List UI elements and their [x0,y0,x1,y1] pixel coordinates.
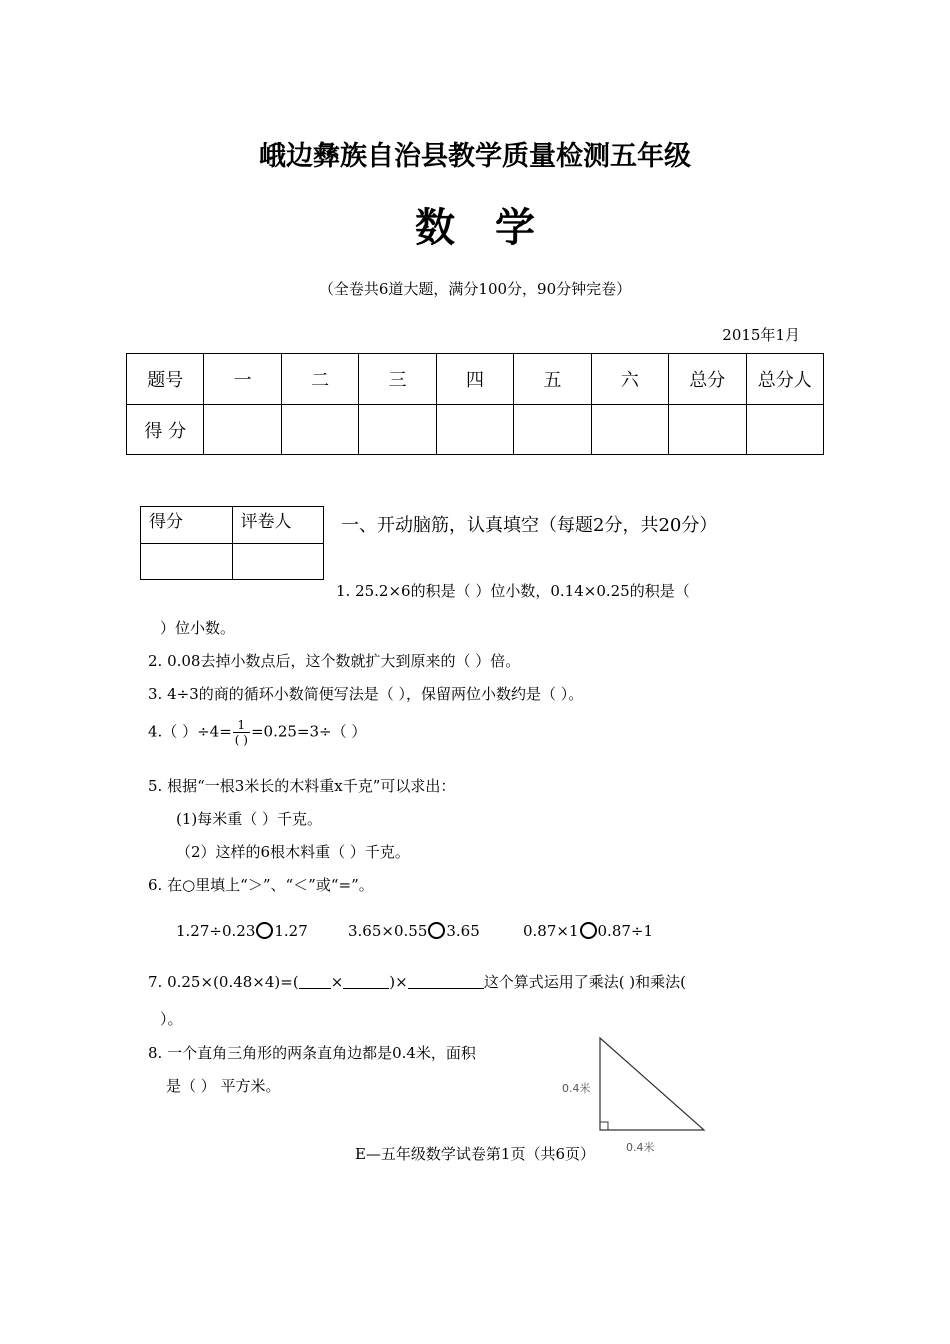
score-header-cell: 总分 [669,354,746,405]
score-table-header-row [127,354,824,405]
question-5: 5. 根据“一根3米长的木料重x千克”可以求出： [148,777,456,795]
question-8-line-1: 8. 一个直角三角形的两条直角边都是0.4米，面积 [148,1044,476,1062]
subject-title: 数学 [415,205,575,251]
exam-note: （全卷共6道大题，满分100分，90分钟完卷） [318,280,632,298]
right-angle-mark [600,1122,608,1130]
answer-blank [343,974,389,989]
question-2: 2. 0.08去掉小数点后，这个数就扩大到原来的（ ）倍。 [148,652,521,670]
score-header-cell: 题号 [127,354,204,405]
score-header-cell: 总分人 [746,354,824,405]
question-6-compare-1 [176,922,308,940]
page-footer: E—五年级数学试卷第1页（共6页） [354,1145,596,1163]
compare-circle-icon [256,922,273,939]
question-7 [148,971,686,992]
question-6-compare-2 [348,922,480,940]
score-cell [281,405,358,455]
grader-score-label: 得分 [141,507,233,544]
compare-left: 1.27÷0.23 [176,922,256,940]
exam-date: 2015年1月 [722,326,800,344]
compare-right: 0.87÷1 [597,922,654,940]
score-row-label: 得 分 [127,405,204,455]
question-7-part-d: 这个算式运用了乘法( )和乘法( [483,973,687,991]
question-5-part-1: (1)每米重（ ）千克。 [176,810,323,828]
score-header-cell: 一 [204,354,281,405]
score-cell [514,405,591,455]
question-7-part-a: 7. 0.25×(0.48×4)=( [148,973,299,991]
question-7-line-2: ）。 [160,1010,183,1028]
answer-blank [299,974,331,989]
question-6: 6. 在○里填上“＞”、“＜”或“=”。 [148,876,374,894]
answer-blank [408,974,484,989]
fraction-denominator: ( ) [234,733,248,747]
question-4 [148,718,366,747]
score-header-cell: 三 [359,354,436,405]
grader-name-cell [232,544,324,580]
question-4-right: =0.25=3÷（ ） [250,722,367,741]
score-cell [591,405,668,455]
grader-name-label: 评卷人 [232,507,324,544]
score-cell [746,405,824,455]
score-cell [436,405,513,455]
question-7-part-b: × [330,973,344,991]
question-4-left: 4.（ ）÷4= [148,722,232,741]
question-6-compare-3 [523,922,653,940]
score-cell [669,405,746,455]
compare-circle-icon [580,922,597,939]
score-table [126,353,824,455]
question-3: 3. 4÷3的商的循环小数简便写法是（ ），保留两位小数约是（ ）。 [148,685,584,703]
section-heading: 一、开动脑筋，认真填空（每题2分，共20分） [341,515,718,536]
grader-table [140,506,324,580]
triangle-label-left: 0.4米 [562,1082,591,1095]
compare-right: 1.27 [274,922,308,940]
compare-right: 3.65 [446,922,480,940]
score-cell [359,405,436,455]
score-header-cell: 四 [436,354,513,405]
question-5-part-2: （2）这样的6根木料重（ ）千克。 [176,843,410,861]
question-8-line-2: 是（ ） 平方米。 [166,1077,281,1095]
triangle-shape [600,1038,704,1130]
score-header-cell: 二 [281,354,358,405]
compare-left: 3.65×0.55 [348,922,428,940]
question-1-line-1: 1. 25.2×6的积是（ ）位小数，0.14×0.25的积是（ [336,582,690,600]
question-1-line-2: ）位小数。 [160,619,236,637]
score-cell [204,405,281,455]
question-4-fraction [233,718,250,747]
grader-score-cell [141,544,233,580]
score-header-cell: 五 [514,354,591,405]
fraction-numerator: 1 [233,718,250,733]
triangle-label-bottom: 0.4米 [626,1141,655,1154]
compare-left: 0.87×1 [523,922,579,940]
page-title: 峨边彝族自治县教学质量检测五年级 [259,141,691,172]
question-7-part-c: )× [389,973,408,991]
right-triangle-diagram [560,1030,720,1160]
score-table-score-row [127,405,824,455]
score-header-cell: 六 [591,354,668,405]
compare-circle-icon [428,922,445,939]
